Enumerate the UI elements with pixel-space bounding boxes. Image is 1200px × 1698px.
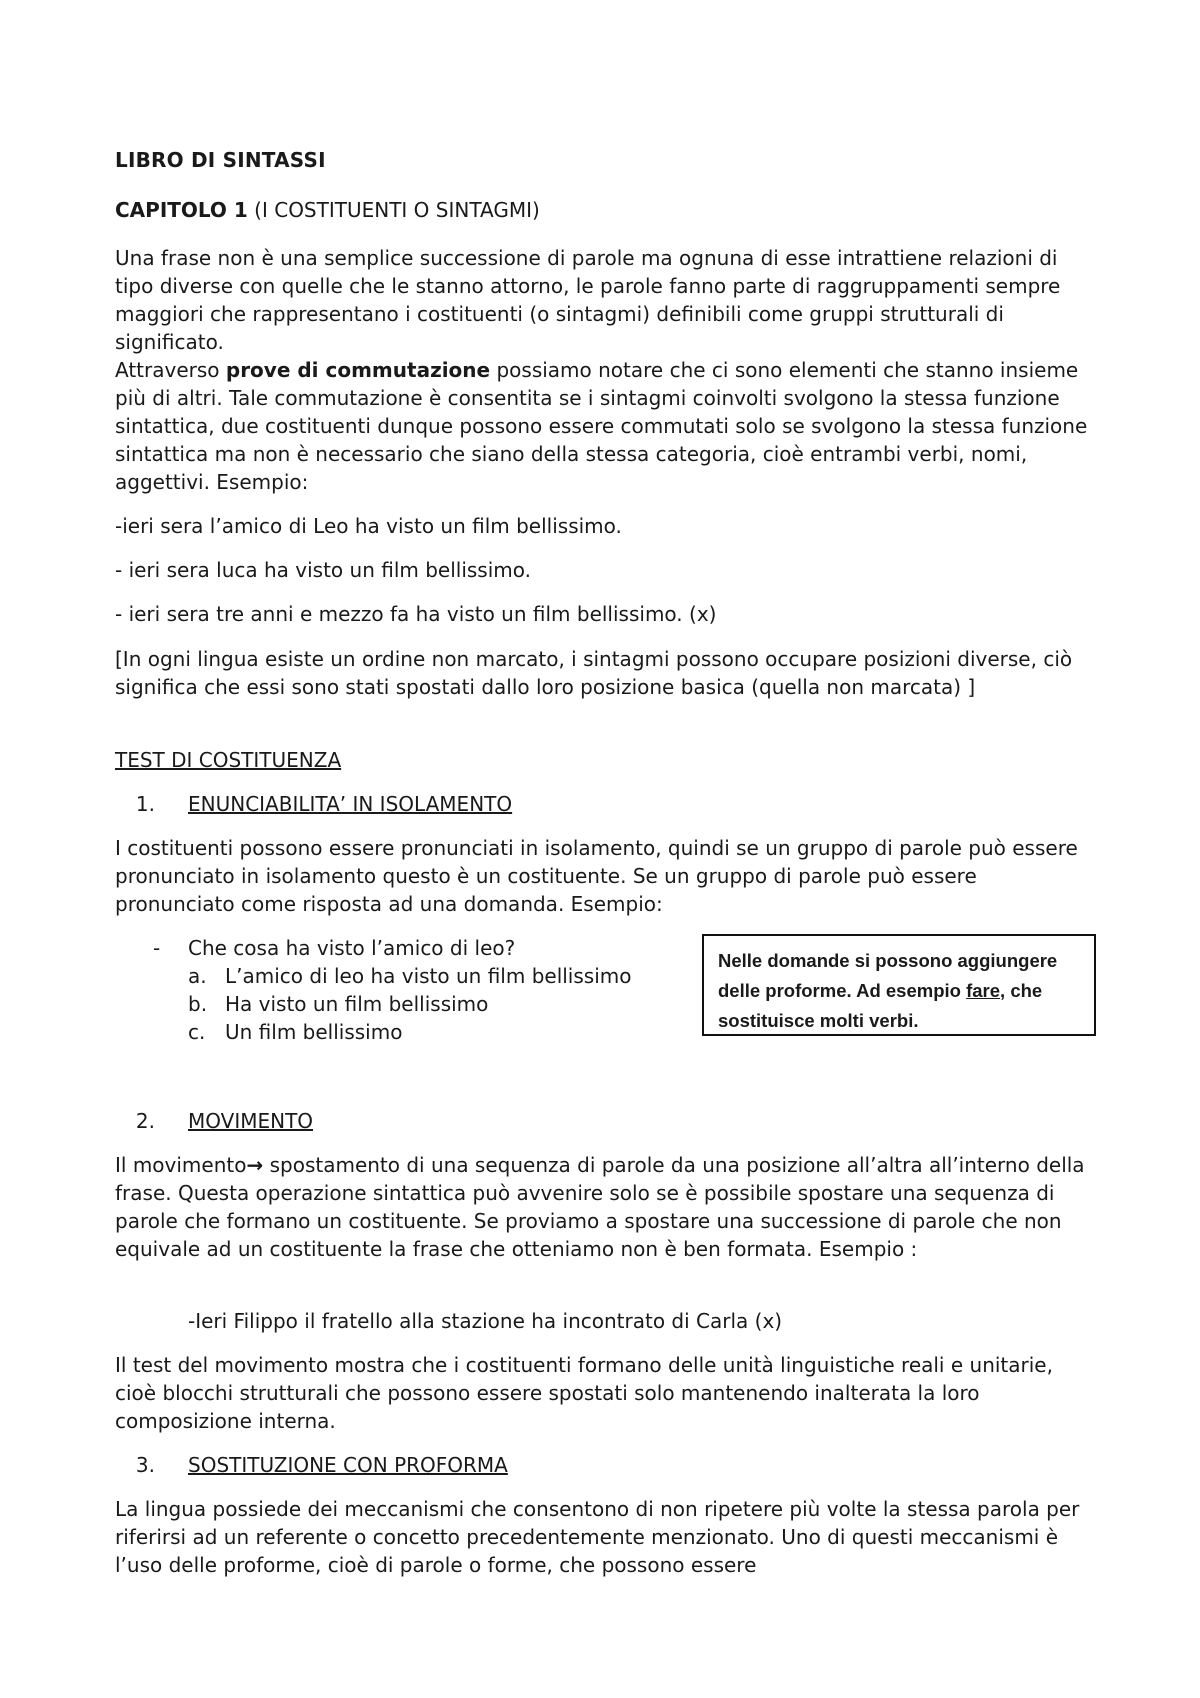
section-3-number: 3. xyxy=(135,1453,155,1477)
commutation-bold: prove di commutazione xyxy=(225,358,491,382)
callout-line-1: Nelle domande si possono aggiungere xyxy=(718,950,1058,971)
question-dash: - xyxy=(153,936,161,960)
document-title: LIBRO DI SINTASSI xyxy=(115,148,326,172)
chapter-heading xyxy=(115,196,1090,224)
example-line-2: - ieri sera luca ha visto un film bellissimo. xyxy=(115,558,532,582)
test-heading: TEST DI COSTITUENZA xyxy=(115,748,342,772)
commutation-before: Attraverso xyxy=(115,358,226,382)
answer-c-text: Un film bellissimo xyxy=(225,1020,403,1044)
section-2-number: 2. xyxy=(135,1109,155,1133)
right-arrow-icon: → xyxy=(246,1153,264,1177)
section-2-para-start: Il movimento xyxy=(115,1153,247,1177)
intro-paragraph: Una frase non è una semplice successione di parole ma ognuna di esse intrattiene relazioni di tipo diverse con quelle che le stanno attorno, le parole fanno parte di raggruppamenti sempre maggiori che rappresentano i costituenti (o sintagmi) definibili come gruppi strutturali di significato. xyxy=(115,246,1061,354)
answer-b-letter: b. xyxy=(188,992,208,1016)
callout-line-2 xyxy=(718,976,1080,1006)
answer-a-text: L’amico di leo ha visto un film bellissimo xyxy=(225,964,632,988)
callout-line-2-before: delle proforme. Ad esempio xyxy=(718,980,967,1001)
commutation-paragraph xyxy=(115,356,1090,496)
section-1-paragraph: I costituenti possono essere pronunciati in isolamento, quindi se un gruppo di parole può essere pronunciato in isolamento questo è un costituente. Se un gruppo di parole può essere pronunciato come risposta ad una domanda. Esempio: xyxy=(115,836,1078,916)
section-1-title: ENUNCIABILITA’ IN ISOLAMENTO xyxy=(188,792,513,816)
section-2-title: MOVIMENTO xyxy=(188,1109,314,1133)
section-1-number: 1. xyxy=(135,792,155,816)
example-line-1: -ieri sera l’amico di Leo ha visto un film bellissimo. xyxy=(115,514,622,538)
section-3-title: SOSTITUZIONE CON PROFORMA xyxy=(188,1453,508,1477)
commutation-after: possiamo notare che ci sono elementi che stanno insieme più di altri. Tale commutazione è consentita se i sintagmi coinvolti svolgono la stessa funzione sintattica, due costituenti dunque possono essere commutati solo se svolgono la stessa funzione sintattica ma non è necessario che siano della stessa categoria, cioè entrambi verbi, nomi, aggettivi. Esempio: xyxy=(115,358,1088,494)
answer-c-letter: c. xyxy=(188,1020,206,1044)
chapter-subtitle: (I COSTITUENTI O SINTAGMI) xyxy=(247,198,540,222)
proforma-callout-box xyxy=(702,934,1096,1036)
section-2-para-rest: spostamento di una sequenza di parole da una posizione all’altra all’interno della frase. Questa operazione sintattica può avvenire solo se è possibile spostare una sequenza di parole che formano un costituente. Se proviamo a spostare una successione di parole che non equivale ad un costituente la frase che otteniamo non è ben formata. Esempio : xyxy=(115,1153,1085,1261)
callout-line-3: sostituisce molti verbi. xyxy=(718,1010,919,1031)
section-3-paragraph: La lingua possiede dei meccanismi che consentono di non ripetere più volte la stessa parola per riferirsi ad un referente o concetto precedentemente menzionato. Uno di questi meccanismi è l’uso delle proforme, cioè di parole o forme, che possono essere xyxy=(115,1497,1080,1577)
callout-underlined-word: fare xyxy=(966,980,1001,1001)
bracket-note: [In ogni lingua esiste un ordine non marcato, i sintagmi possono occupare posizioni diverse, ciò significa che essi sono stati spostati dallo loro posizione basica (quella non marcata) ] xyxy=(115,647,1073,699)
section-2-paragraph xyxy=(115,1151,1090,1263)
example-line-3: - ieri sera tre anni e mezzo fa ha visto un film bellissimo. (x) xyxy=(115,602,717,626)
answer-a-letter: a. xyxy=(188,964,207,988)
callout-line-2-after: , che xyxy=(1000,980,1043,1001)
chapter-label: CAPITOLO 1 xyxy=(115,198,248,222)
question-text: Che cosa ha visto l’amico di leo? xyxy=(188,936,516,960)
answer-b-text: Ha visto un film bellissimo xyxy=(225,992,489,1016)
section-2-conclusion: Il test del movimento mostra che i costituenti formano delle unità linguistiche reali e unitarie, cioè blocchi strutturali che possono essere spostati solo mantenendo inalterata la loro composizione interna. xyxy=(115,1353,1053,1433)
section-2-example: -Ieri Filippo il fratello alla stazione ha incontrato di Carla (x) xyxy=(188,1309,783,1333)
